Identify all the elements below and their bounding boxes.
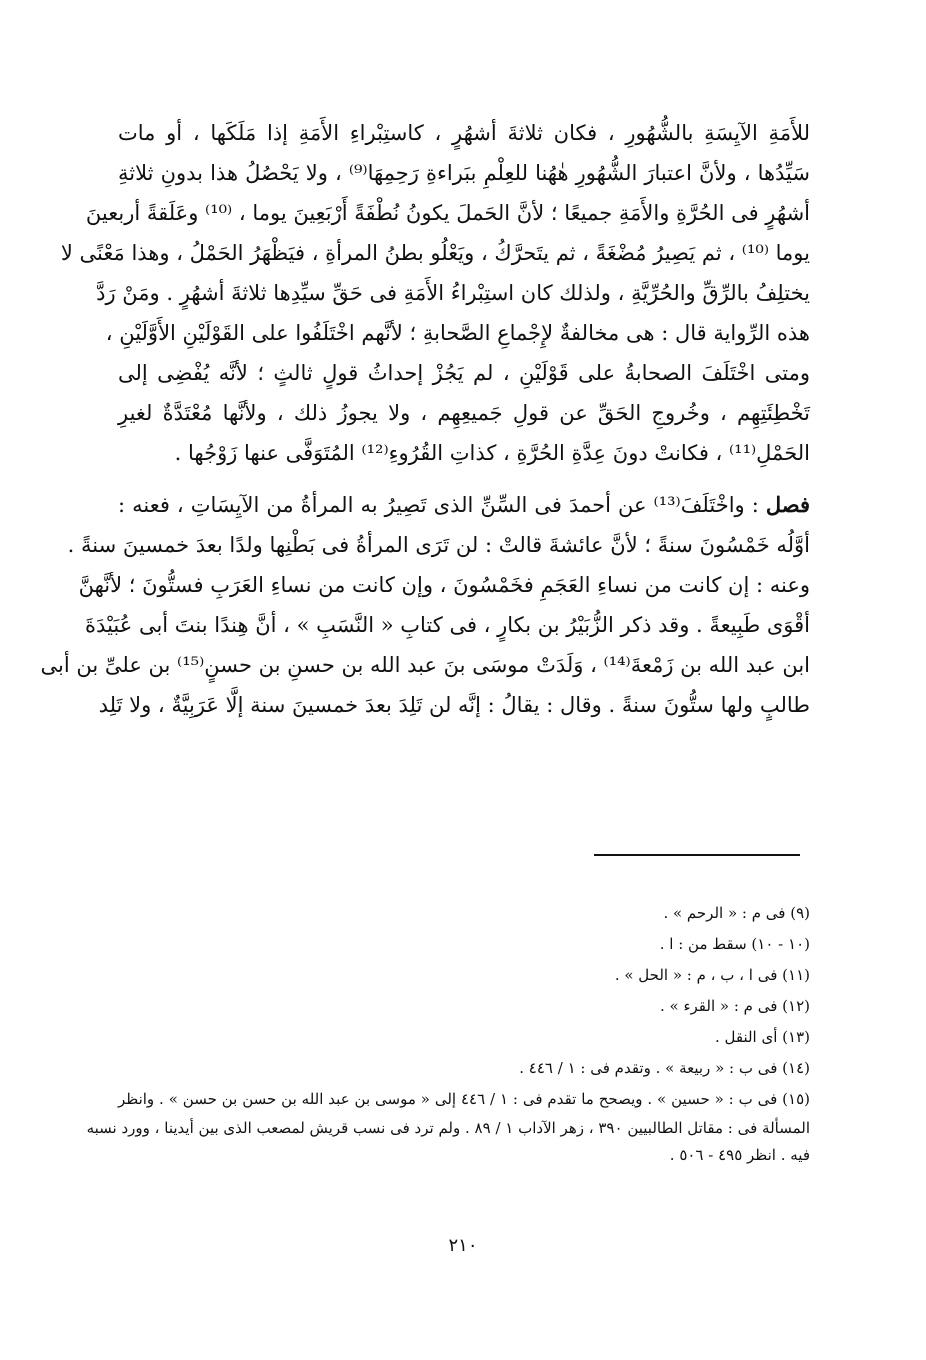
footnote-15-continuation: فيه . انظر ٤٩٥ - ٥٠٦ .	[669, 1146, 810, 1164]
footnote-divider	[594, 854, 800, 856]
footnote-14: (١٤) فى ب : « ربيعة » . وتقدم فى : ١ / ٤٤٦ .	[519, 1059, 810, 1077]
text-line-first	[118, 485, 810, 525]
paragraph-1	[60, 113, 810, 473]
text-line: سَيِّدُها ، ولأنَّ اعتبارَ الشُّهُورِ هٰهُنا للعِلْمِ ببَراءةِ رَحِمِهَا⁽⁹⁾ ، ولا يَحْصُلُ هذا بدونِ ثلاثةِ	[118, 161, 810, 185]
paragraph-2	[40, 485, 810, 725]
footnote-15-continuation: المسألة فى : مقاتل الطالبيين ٣٩٠ ، زهر الآداب ١ / ٨٩ . ولم ترد فى نسب قريش لمصعب الذى بين أيدينا ، وورد نسبه	[86, 1119, 810, 1137]
text-line: ابن عبد الله بن زَمْعةَ⁽¹⁴⁾ ، وَلَدَتْ موسَى بنَ عبد الله بن حسنِ بن حسنٍ⁽¹⁵⁾ بن علىِّ بن أبى	[40, 653, 810, 677]
text-line: تَخْطِئَتِهِم ، وخُروجِ الحَقِّ عن قولِ جَميعِهِم ، ولا يجوزُ ذلك ، ولأنَّها مُعْتَدَّةٌ لغيرِ	[118, 401, 810, 425]
text-line: طالبٍ ولها ستُّونَ سنةً . وقال : يقالُ : إنَّه لن تَلِدَ بعدَ خمسينَ سنة إلَّا عَرَبِيَّةٌ ، ولا تَلِد	[98, 693, 810, 717]
text-line: أوَّلُه خَمْسُونَ سنةً ؛ لأنَّ عائشةَ قالتْ : لن تَرَى المرأةُ فى بَطْنِها ولدًا بعدَ خمسينَ سنةً .	[67, 533, 810, 557]
footnote-9: (٩) فى م : « الرحم » .	[663, 904, 810, 922]
text-line-rest: : واخْتَلَفَ⁽¹³⁾ عن أحمدَ فى السِّنِّ الذى تَصِيرُ به المرأةُ من الآيِسَاتِ ، فعنه :	[118, 493, 766, 517]
main-text-body	[40, 113, 810, 725]
text-line: أقْوَى طَبِيعةً . وقد ذكر الزُّبَيْرُ بن بكارٍ ، فى كتابِ « النَّسَبِ » ، أنَّ هِندًا بنتَ أبى عُبَيْدَةَ	[85, 613, 810, 637]
text-line: هذه الرِّواية قال : هى مخالفةٌ لإِجْماعِ الصَّحابةِ ؛ لأنَّهم اخْتَلَفُوا على القَوْلَيْنِ الأَوَّلَيْنِ ،	[105, 321, 810, 345]
text-line: يختلِفُ بالرِّقِّ والحُرِّيَّةِ ، ولذلك كان استِبْراءُ الأَمَةِ فى حَقِّ سيِّدِها ثلاثةَ أشهُرٍ . ومَنْ رَدَّ	[96, 281, 810, 305]
footnote-10: (١٠ - ١٠) سقط من : ا .	[659, 935, 810, 953]
footnote-15: (١٥) فى ب : « حسين » . ويصحح ما تقدم فى : ١ / ٤٤٦ إلى « موسى بن عبد الله بن حسن بن حسن » . وانظر	[118, 1090, 811, 1108]
paragraph-gap	[118, 473, 810, 485]
text-line: الحَمْلِ⁽¹¹⁾ ، فكانتْ دونَ عِدَّةِ الحُرَّةِ ، كذاتِ القُرُوءِ⁽¹²⁾ المُتَوَفَّى عنها زَوْجُها .	[174, 441, 810, 465]
text-line: وعنه : إن كانت من نساءِ العَجَمِ فخَمْسُونَ ، وإن كانت من نساءِ العَرَبِ فستُّونَ ؛ لأنَّهنَّ	[78, 573, 810, 597]
text-line: يوما ⁽¹⁰⁾ ، ثم يَصِيرُ مُضْغَةً ، ثم يتَحرَّكُ ، ويَعْلُو بطنُ المرأةِ ، فيَظْهَرُ الحَمْلُ ، وهذا مَعْنًى لا	[60, 241, 810, 265]
footnote-13: (١٣) أى النقل .	[714, 1028, 810, 1046]
text-line: ومتى اخْتَلَفَ الصحابةُ على قَوْلَيْنِ ، لم يَجُزْ إحداثُ قولٍ ثالثٍ ؛ لأنَّه يُفْضِى إلى	[118, 361, 810, 385]
footnote-12: (١٢) فى م : « القرء » .	[659, 997, 810, 1015]
fasl-heading: فصل	[765, 492, 810, 517]
text-line: أشهُرٍ فى الحُرَّةِ والأَمَةِ جميعًا ؛ لأنَّ الحَملَ يكونُ نُطْفَةً أَرْبَعِينَ يوما ، ⁽¹⁰⁾ وعَلَقةً أربعينَ	[85, 201, 810, 225]
footnotes	[86, 898, 811, 1169]
page-number: ٢١٠	[448, 1235, 478, 1256]
text-line: للأَمَةِ الآيِسَةِ بالشُّهُورِ ، فكان ثلاثةَ أشهُرٍ ، كاستِبْراءِ الأَمَةِ إذا مَلَكَها ، أو مات	[118, 121, 810, 145]
footnote-11: (١١) فى ا ، ب ، م : « الحل » .	[614, 966, 810, 984]
